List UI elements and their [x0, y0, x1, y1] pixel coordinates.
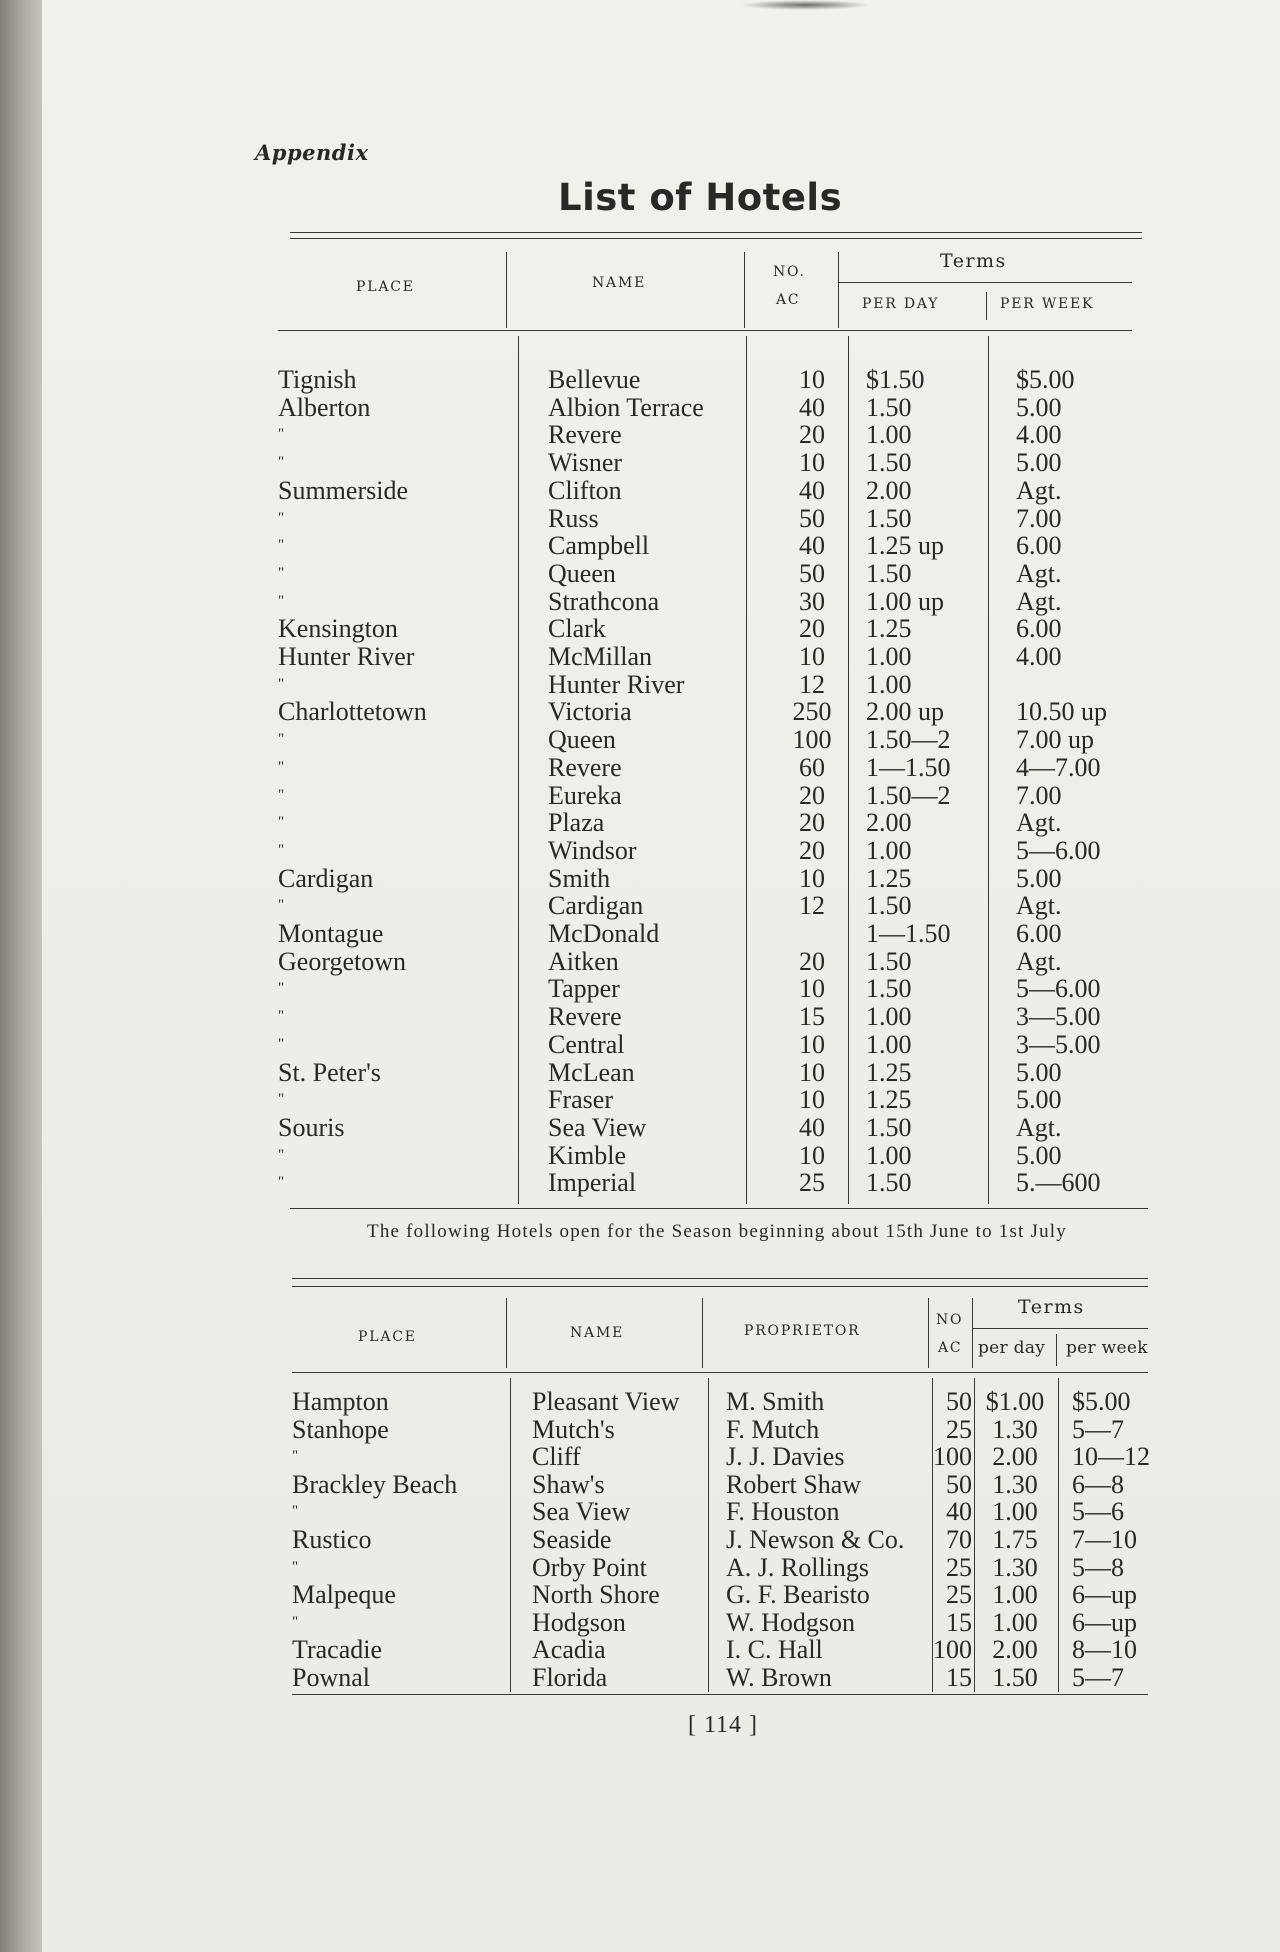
name-cell: Seaside — [532, 1524, 612, 1554]
place-cell: Pownal — [292, 1662, 370, 1692]
place-cell: Georgetown — [278, 946, 407, 976]
proprietor-cell: F. Houston — [726, 1497, 840, 1527]
per-week-cell: 7—10 — [1072, 1524, 1137, 1554]
place-cell: Charlottetown — [278, 697, 427, 727]
name-cell: Hodgson — [532, 1607, 626, 1637]
ac-cell: 100 — [792, 725, 832, 755]
per-day-cell: 1.50 — [866, 558, 912, 588]
place-cell: Summerside — [278, 475, 408, 505]
per-day-cell: 1.00 up — [866, 586, 944, 616]
place-cell: " — [278, 426, 285, 443]
proprietor-cell: W. Hodgson — [726, 1607, 856, 1637]
place-cell: Cardigan — [278, 863, 374, 893]
table2-header-bottom-rule — [292, 1372, 1148, 1373]
table2-header-divider — [506, 1298, 507, 1368]
per-day-cell: 1.30 — [992, 1469, 1038, 1499]
per-day-cell: 2.00 — [866, 808, 912, 838]
per-week-cell: 5—6.00 — [1016, 835, 1101, 865]
proprietor-cell: A. J. Rollings — [726, 1552, 870, 1582]
name-cell: North Shore — [532, 1580, 660, 1610]
ac-cell: 30 — [799, 586, 825, 616]
per-day-cell: 1.00 — [866, 642, 912, 672]
table-row — [278, 754, 1152, 782]
name-cell: Pleasant View — [532, 1387, 680, 1416]
per-week-cell: Agt. — [1016, 586, 1062, 616]
hotels-table — [278, 366, 1152, 1197]
t2-col-header-proprietor: PROPRIETOR — [744, 1323, 861, 1339]
per-day-cell: 1.50 — [866, 891, 912, 921]
per-day-cell: 2.00 — [866, 475, 912, 505]
proprietor-cell: G. F. Bearisto — [726, 1580, 870, 1610]
place-cell: Malpeque — [292, 1580, 396, 1610]
table2-header-divider — [702, 1298, 703, 1368]
table-row — [278, 865, 1152, 893]
per-day-cell: 1.00 — [992, 1607, 1038, 1637]
table2-top-rule-2 — [292, 1286, 1148, 1287]
place-cell: Souris — [278, 1112, 345, 1142]
ac-cell: 10 — [799, 1140, 825, 1170]
place-cell: " — [278, 897, 285, 914]
per-week-cell: 6—up — [1072, 1580, 1137, 1610]
name-cell: Revere — [548, 420, 622, 450]
table-row — [292, 1664, 1150, 1692]
per-day-cell: 1.00 — [866, 669, 912, 699]
table-row — [292, 1526, 1150, 1554]
place-cell: Montague — [278, 919, 384, 949]
book-spine-shadow — [0, 0, 42, 1952]
per-week-cell: 6.00 — [1016, 614, 1062, 644]
seasonal-hotels-table — [292, 1388, 1150, 1692]
name-cell: Queen — [548, 558, 616, 588]
table-row — [292, 1416, 1150, 1444]
per-day-cell: 1.25 — [866, 863, 912, 893]
per-day-cell: 1.00 — [866, 1140, 912, 1170]
place-cell: " — [278, 731, 285, 748]
per-week-cell: 5—7 — [1072, 1662, 1124, 1692]
per-week-cell: 7.00 up — [1016, 725, 1094, 755]
place-cell: " — [292, 1503, 299, 1520]
name-cell: Hunter River — [548, 669, 685, 699]
table1-top-rule — [290, 232, 1142, 233]
ac-cell: 40 — [799, 475, 825, 505]
per-week-cell: $5.00 — [1072, 1387, 1131, 1416]
ac-cell: 50 — [946, 1469, 972, 1499]
ac-cell: 50 — [799, 503, 825, 533]
table1-header-divider — [838, 252, 839, 328]
table-row — [278, 892, 1152, 920]
name-cell: Mutch's — [532, 1414, 615, 1444]
per-day-cell: 2.00 — [992, 1635, 1038, 1665]
per-week-cell: 8—10 — [1072, 1635, 1137, 1665]
name-cell: Sea View — [532, 1497, 631, 1527]
place-cell: " — [278, 454, 285, 471]
place-cell: Alberton — [278, 392, 371, 422]
place-cell: " — [278, 1091, 285, 1108]
per-week-cell — [1002, 671, 1152, 699]
name-cell: Central — [548, 1029, 625, 1059]
per-week-cell: 4.00 — [1016, 642, 1062, 672]
place-cell: Hunter River — [278, 642, 415, 672]
name-cell: Fraser — [548, 1085, 613, 1115]
per-week-cell: 10—12 — [1072, 1442, 1150, 1472]
per-day-cell: 1—1.50 — [866, 752, 951, 782]
ac-cell: 10 — [799, 365, 825, 394]
per-week-cell: Agt. — [1016, 1112, 1062, 1142]
terms-rule — [838, 282, 1132, 283]
table-row — [278, 975, 1152, 1003]
name-cell: Sea View — [548, 1112, 647, 1142]
name-cell: Florida — [532, 1662, 608, 1692]
place-cell: Brackley Beach — [292, 1469, 458, 1499]
place-cell: " — [278, 1146, 285, 1163]
place-cell: Rustico — [292, 1524, 372, 1554]
per-day-cell: 1.00 — [992, 1580, 1038, 1610]
table-row — [292, 1554, 1150, 1582]
per-day-cell: 1.50 — [992, 1662, 1038, 1692]
name-cell: Acadia — [532, 1635, 606, 1665]
per-day-cell: 1.00 — [866, 420, 912, 450]
place-cell: " — [278, 509, 285, 526]
t2-col-header-name: NAME — [570, 1325, 625, 1341]
per-week-cell: 6—8 — [1072, 1469, 1124, 1499]
per-week-cell: 6.00 — [1016, 531, 1062, 561]
proprietor-cell: I. C. Hall — [726, 1635, 823, 1665]
page-number: [ 114 ] — [687, 1712, 759, 1738]
table-row — [278, 588, 1152, 616]
name-cell: Smith — [548, 863, 611, 893]
table-row — [278, 505, 1152, 533]
table2-header-divider — [1056, 1334, 1057, 1366]
ac-cell: 40 — [799, 531, 825, 561]
table-row — [278, 948, 1152, 976]
per-day-cell: 1.25 — [866, 1085, 912, 1115]
ac-cell: 10 — [799, 974, 825, 1004]
proprietor-cell: Robert Shaw — [726, 1469, 862, 1499]
name-cell: Shaw's — [532, 1469, 605, 1499]
table-row — [278, 837, 1152, 865]
table1-top-rule-2 — [290, 238, 1142, 239]
per-week-cell: 5.00 — [1016, 1140, 1062, 1170]
col-header-per-day: PER DAY — [862, 296, 940, 312]
place-cell: " — [292, 1613, 299, 1630]
per-day-cell: 1.25 up — [866, 531, 944, 561]
ac-cell: 15 — [946, 1662, 972, 1692]
ac-cell: 15 — [799, 1002, 825, 1032]
table-row — [278, 532, 1152, 560]
place-cell: Hampton — [292, 1387, 389, 1416]
place-cell: Tignish — [278, 365, 357, 394]
ink-smudge — [740, 0, 870, 10]
per-day-cell: 1.50 — [866, 503, 912, 533]
ac-cell: 20 — [799, 808, 825, 838]
per-day-cell: 1.75 — [992, 1524, 1038, 1554]
table2-header-divider — [972, 1298, 973, 1368]
per-week-cell: Agt. — [1016, 558, 1062, 588]
place-cell: Stanhope — [292, 1414, 389, 1444]
per-week-cell: $5.00 — [1016, 365, 1075, 394]
per-day-cell: 1—1.50 — [866, 919, 951, 949]
per-day-cell: 1.25 — [866, 614, 912, 644]
table-row — [278, 615, 1152, 643]
table-row — [278, 698, 1152, 726]
table-row — [278, 782, 1152, 810]
name-cell: Victoria — [548, 697, 632, 727]
ac-cell: 25 — [946, 1580, 972, 1610]
per-week-cell: 5.00 — [1016, 1085, 1062, 1115]
per-week-cell: 10.50 up — [1016, 697, 1107, 727]
name-cell: Eureka — [548, 780, 622, 810]
proprietor-cell: W. Brown — [726, 1662, 832, 1692]
name-cell: Cardigan — [548, 891, 644, 921]
table1-header-bottom-rule — [278, 330, 1132, 331]
place-cell: Tracadie — [292, 1635, 383, 1665]
t2-col-header-no: NO — [936, 1312, 964, 1328]
per-day-cell: 1.50 — [866, 448, 912, 478]
per-day-cell: 1.30 — [992, 1414, 1038, 1444]
ac-cell: 25 — [799, 1168, 825, 1198]
col-header-terms: Terms — [940, 250, 1007, 272]
per-day-cell: 2.00 up — [866, 697, 944, 727]
ac-cell: 20 — [799, 780, 825, 810]
table-row — [278, 1059, 1152, 1087]
ac-cell: 100 — [933, 1442, 972, 1472]
place-cell: " — [278, 786, 285, 803]
place-cell: " — [278, 1035, 285, 1052]
ac-cell: 20 — [799, 835, 825, 865]
t2-col-header-place: PLACE — [358, 1329, 417, 1345]
table-row — [292, 1609, 1150, 1637]
ac-cell: 10 — [799, 1029, 825, 1059]
per-day-cell: 1.25 — [866, 1057, 912, 1087]
table2-header-divider — [928, 1298, 929, 1368]
name-cell: Strathcona — [548, 586, 660, 616]
table-row — [292, 1498, 1150, 1526]
place-cell: " — [278, 675, 285, 692]
table-row — [278, 449, 1152, 477]
per-week-cell: Agt. — [1016, 946, 1062, 976]
table-row — [292, 1581, 1150, 1609]
t2-col-header-terms: Terms — [1018, 1296, 1085, 1318]
table-row — [278, 421, 1152, 449]
per-day-cell: 1.50—2 — [866, 725, 951, 755]
name-cell: Orby Point — [532, 1552, 647, 1582]
ac-cell: 20 — [799, 946, 825, 976]
place-cell: " — [278, 841, 285, 858]
place-cell: " — [278, 564, 285, 581]
place-cell: " — [278, 592, 285, 609]
t2-col-header-per-day: per day — [978, 1338, 1046, 1358]
per-week-cell: 5—6 — [1072, 1497, 1124, 1527]
seasonal-notice: The following Hotels open for the Season beginning about 15th June to 1st July — [367, 1221, 1067, 1242]
name-cell: Windsor — [548, 835, 637, 865]
name-cell: Tapper — [548, 974, 620, 1004]
ac-cell: 100 — [933, 1635, 972, 1665]
col-header-per-week: PER WEEK — [1000, 296, 1095, 312]
table2-bottom-rule — [292, 1694, 1148, 1695]
ac-cell: 40 — [946, 1497, 972, 1527]
running-head: Appendix — [255, 140, 369, 165]
per-week-cell: 3—5.00 — [1016, 1002, 1101, 1032]
per-day-cell: 1.00 — [866, 1002, 912, 1032]
table-row — [278, 1142, 1152, 1170]
name-cell: Clark — [548, 614, 606, 644]
place-cell: Kensington — [278, 614, 398, 644]
name-cell: Plaza — [548, 808, 605, 838]
per-day-cell: 1.50 — [866, 974, 912, 1004]
ac-cell: 50 — [946, 1387, 972, 1416]
name-cell: Cliff — [532, 1442, 581, 1472]
place-cell: St. Peter's — [278, 1057, 381, 1087]
table-row — [278, 1031, 1152, 1059]
per-day-cell: 1.00 — [866, 1029, 912, 1059]
name-cell: McMillan — [548, 642, 652, 672]
per-day-cell: 1.30 — [992, 1552, 1038, 1582]
name-cell: McLean — [548, 1057, 635, 1087]
t2-col-header-ac: AC — [938, 1340, 963, 1356]
place-cell: " — [292, 1448, 299, 1465]
per-week-cell: Agt. — [1016, 891, 1062, 921]
ac-cell: 10 — [799, 863, 825, 893]
per-week-cell: 5—8 — [1072, 1552, 1124, 1582]
name-cell: Bellevue — [548, 365, 641, 394]
name-cell: Wisner — [548, 448, 623, 478]
name-cell: Clifton — [548, 475, 622, 505]
ac-cell: 40 — [799, 1112, 825, 1142]
per-day-cell: 2.00 — [992, 1442, 1038, 1472]
per-day-cell: 1.50 — [866, 946, 912, 976]
table2-top-rule — [292, 1278, 1148, 1279]
per-week-cell: 5—7 — [1072, 1414, 1124, 1444]
per-day-cell: 1.50 — [866, 1112, 912, 1142]
per-day-cell: 1.50 — [866, 392, 912, 422]
place-cell: " — [278, 758, 285, 775]
table-row — [278, 920, 1152, 948]
table-row — [278, 1169, 1152, 1197]
name-cell: Campbell — [548, 531, 650, 561]
per-week-cell: 5.00 — [1016, 392, 1062, 422]
place-cell: " — [278, 1174, 285, 1191]
table-row — [278, 643, 1152, 671]
name-cell: Kimble — [548, 1140, 626, 1170]
page-title: List of Hotels — [558, 176, 843, 219]
ac-cell: 12 — [799, 669, 825, 699]
table-row — [278, 394, 1152, 422]
ac-cell: 40 — [799, 392, 825, 422]
col-header-name: NAME — [592, 275, 647, 291]
proprietor-cell: F. Mutch — [726, 1414, 820, 1444]
name-cell: Albion Terrace — [548, 392, 704, 422]
ac-cell: 10 — [799, 448, 825, 478]
ac-cell: 20 — [799, 420, 825, 450]
table-row — [278, 1114, 1152, 1142]
per-week-cell: 7.00 — [1016, 780, 1062, 810]
name-cell: McDonald — [548, 919, 660, 949]
table-row — [278, 809, 1152, 837]
proprietor-cell: J. J. Davies — [726, 1442, 845, 1472]
table-row — [278, 366, 1152, 394]
ac-cell: 15 — [946, 1607, 972, 1637]
table-row — [292, 1443, 1150, 1471]
per-day-cell: 1.00 — [992, 1497, 1038, 1527]
table1-header-divider — [506, 252, 507, 328]
place-cell: " — [292, 1558, 299, 1575]
ac-cell: 70 — [946, 1524, 972, 1554]
col-header-place: PLACE — [356, 279, 415, 295]
ac-cell: 10 — [799, 642, 825, 672]
per-week-cell: 6—up — [1072, 1607, 1137, 1637]
col-header-no: NO. — [773, 264, 806, 280]
per-week-cell: 5.—600 — [1016, 1168, 1101, 1198]
per-week-cell: 4.00 — [1016, 420, 1062, 450]
name-cell: Revere — [548, 752, 622, 782]
table1-header-divider — [744, 252, 745, 328]
table-row — [278, 1003, 1152, 1031]
table-row — [292, 1636, 1150, 1664]
ac-cell: 10 — [799, 1057, 825, 1087]
table-row — [292, 1471, 1150, 1499]
ac-cell: 10 — [799, 1085, 825, 1115]
place-cell: " — [278, 1008, 285, 1025]
per-week-cell: Agt. — [1016, 475, 1062, 505]
per-week-cell: 3—5.00 — [1016, 1029, 1101, 1059]
per-week-cell: 4—7.00 — [1016, 752, 1101, 782]
proprietor-cell: J. Newson & Co. — [726, 1524, 905, 1554]
place-cell: " — [278, 537, 285, 554]
table-row — [278, 1086, 1152, 1114]
table-row — [278, 726, 1152, 754]
ac-cell — [772, 920, 852, 948]
place-cell: " — [278, 980, 285, 997]
terms-rule-2 — [972, 1328, 1148, 1329]
name-cell: Queen — [548, 725, 616, 755]
table-row — [278, 560, 1152, 588]
name-cell: Revere — [548, 1002, 622, 1032]
name-cell: Russ — [548, 503, 599, 533]
per-week-cell: 5—6.00 — [1016, 974, 1101, 1004]
table1-bottom-rule — [290, 1208, 1148, 1209]
ac-cell: 50 — [799, 558, 825, 588]
ac-cell: 250 — [792, 697, 832, 727]
t2-col-header-per-week: per week — [1066, 1338, 1148, 1358]
per-day-cell: 1.50—2 — [866, 780, 951, 810]
proprietor-cell: M. Smith — [726, 1387, 825, 1416]
place-cell: " — [278, 814, 285, 831]
name-cell: Imperial — [548, 1168, 637, 1198]
per-week-cell: 5.00 — [1016, 863, 1062, 893]
per-day-cell: $1.50 — [866, 365, 925, 394]
per-week-cell: 7.00 — [1016, 503, 1062, 533]
per-week-cell: 6.00 — [1016, 919, 1062, 949]
ac-cell: 20 — [799, 614, 825, 644]
per-week-cell: 5.00 — [1016, 1057, 1062, 1087]
ac-cell: 60 — [799, 752, 825, 782]
per-day-cell: 1.50 — [866, 1168, 912, 1198]
table-row — [292, 1388, 1150, 1416]
table-row — [278, 477, 1152, 505]
col-header-ac: AC — [776, 292, 801, 308]
ac-cell: 25 — [946, 1552, 972, 1582]
ac-cell: 25 — [946, 1414, 972, 1444]
name-cell: Aitken — [548, 946, 619, 976]
table-row — [278, 671, 1152, 699]
table1-header-divider — [986, 292, 987, 320]
ac-cell: 12 — [799, 891, 825, 921]
per-week-cell: Agt. — [1016, 808, 1062, 838]
per-day-cell: 1.00 — [866, 835, 912, 865]
per-day-cell: $1.00 — [985, 1387, 1045, 1416]
per-week-cell: 5.00 — [1016, 448, 1062, 478]
